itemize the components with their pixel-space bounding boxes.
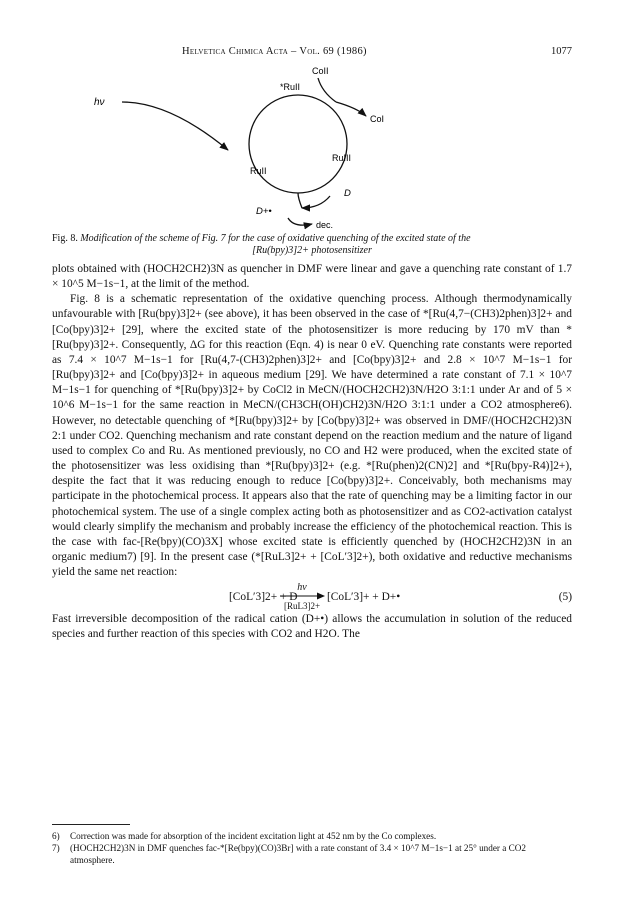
donor-label: D xyxy=(344,188,351,199)
photocycle-circle xyxy=(249,95,347,193)
caption-line-2: [Ru(bpy)3]2+ photosensitizer xyxy=(252,245,372,256)
equation-arrow-over: hν xyxy=(297,582,307,594)
donor-cation-label: D+• xyxy=(256,206,272,217)
footnote-mark: 7) xyxy=(52,843,60,853)
page-number: 1077 xyxy=(551,46,572,57)
body-text xyxy=(52,262,572,643)
footnotes xyxy=(52,830,572,866)
dec-label: dec. xyxy=(316,220,334,230)
footnote-mark: 6) xyxy=(52,831,60,841)
footnote-text: (HOCH2CH2)3N in DMF quenches fac-*[Re(bpy)(CO)3Br] with a rate constant of 3.4 × 10^7 M−1s−1 at 25° under a CO2 atmosphere. xyxy=(70,843,527,865)
footnote-text: Correction was made for absorption of the incident excitation light at 452 nm by the Co complexes. xyxy=(70,831,437,841)
ru-ii-excited-label: *RuII xyxy=(280,82,301,92)
donor-arrow xyxy=(302,196,330,208)
footnote-7 xyxy=(52,842,572,866)
hv-label: hν xyxy=(94,97,105,108)
paragraph-1: plots obtained with (HOCH2CH2)3N as quencher in DMF were linear and gave a quenching rate constant of 1.7 × 10^5 M−1s−1, at the limit of the method. xyxy=(52,263,572,291)
decomposition-arrow xyxy=(288,218,312,225)
equation-5 xyxy=(52,580,572,612)
ru-iii-label: RuIII xyxy=(332,153,352,163)
co-i-arrow xyxy=(336,102,366,116)
journal-title: Helvetica Chimica Acta – Vol. 69 (1986) xyxy=(182,46,367,57)
footnote-rule xyxy=(52,824,130,825)
co-ii-arrow xyxy=(318,78,336,102)
figure-label: Fig. 8. xyxy=(52,233,78,244)
co-ii-label: CoII xyxy=(312,66,329,76)
paragraph-2: Fig. 8 is a schematic representation of the oxidative quenching process. Although thermodynamically unfavourable with [Ru(bpy)3]2+ (see above), it has been observed in the case of *[Ru(4,7−(CH3)2phen)3]2+ and [Co(bpy)3]2+ [29], where the excited state of the photosensitizer is more reducing by 170 mV than *[Ru(bpy)3]2+. Consequently, ΔG for this reaction (Eqn. 4) is near 0 eV. Quenching rate constants were reported as 7.4 × 10^7 M−1s−1 for [Ru(4,7-(CH3)2phen)3]2+ and [Co(bpy)3]2+ and 2.8 × 10^7 M−1s−1 for [Ru(bpy)3]2+ and [Co(bpy)3]2+ in aqueous medium [29]. We have determined a rate constant of 7.1 × 10^7 M−1s−1 for quenching of *[Ru(bpy)3]2+ by CoCl2 in MeCN/(HOCH2CH2)3N/H2O 3:1:1 under Ar and of 5 × 10^6 M−1s−1 for the same reaction in MeCN/(CH3CH(OH)CH2)3N/H2O 3:1:1 under a CO2 atmosphere6). However, no detectable quenching of *[Ru(bpy)3]2+ by [Co(bpy)3]2+ was observed in DMF/(HOCH2CH2)3N 2:1 under CO2. Quenching mechanism and rate constant depend on the reaction medium and the nature of ligand used to complex Co and Ru. As mentioned previously, no CO and H2 were produced, when the excited state of the photosensitizer was less oxidising than *[Ru(bpy)3]2+ (e.g. *[Ru(phen)2(CN)2] and *[Ru(bpy-R4)]2+), despite the fact that it was reducing enough to reduce [Co(bpy)3]2+. Conceivably, both mechanisms may participate in the photochemical process. It appears also that the rate of quenching may be a limiting factor in our photochemical system. The use of a single complex acting both as photosensitizer and as CO2-activation catalyst would clearly simplify the mechanism and probably increase the efficiency of the photochemical reaction. This is the case with fac-[Re(bpy)(CO)3X] whose excited state is efficiently quenched by (HOCH2CH2)3N in an organic medium7) [9]. In the present case (*[RuL3]2+ + [CoL′3]2+), both oxidative and reductive mechanisms yield the same net reaction: xyxy=(52,293,572,579)
donor-arrow-top xyxy=(298,193,302,208)
figure-caption xyxy=(52,233,572,257)
equation-arrow-under: [RuL3]2+ xyxy=(283,601,321,612)
reaction-scheme xyxy=(52,58,572,233)
ru-ii-label: RuII xyxy=(250,166,267,176)
footnote-6 xyxy=(52,830,572,842)
paragraph-3: Fast irreversible decomposition of the radical cation (D+•) allows the accumulation in solution of the reduced species and further reaction of this species with CO2 and H2O. The xyxy=(52,613,572,641)
caption-line-1: Modification of the scheme of Fig. 7 for the case of oxidative quenching of the excited state of the xyxy=(80,233,471,244)
co-i-label: CoI xyxy=(370,114,385,124)
equation-rhs: [CoL′3]+ + D+• xyxy=(327,591,401,604)
equation-arrow xyxy=(279,580,325,612)
hv-arrow xyxy=(122,102,228,150)
equation-number: (5) xyxy=(558,591,572,604)
equation-lhs: [CoL′3]2+ + D xyxy=(229,591,298,604)
